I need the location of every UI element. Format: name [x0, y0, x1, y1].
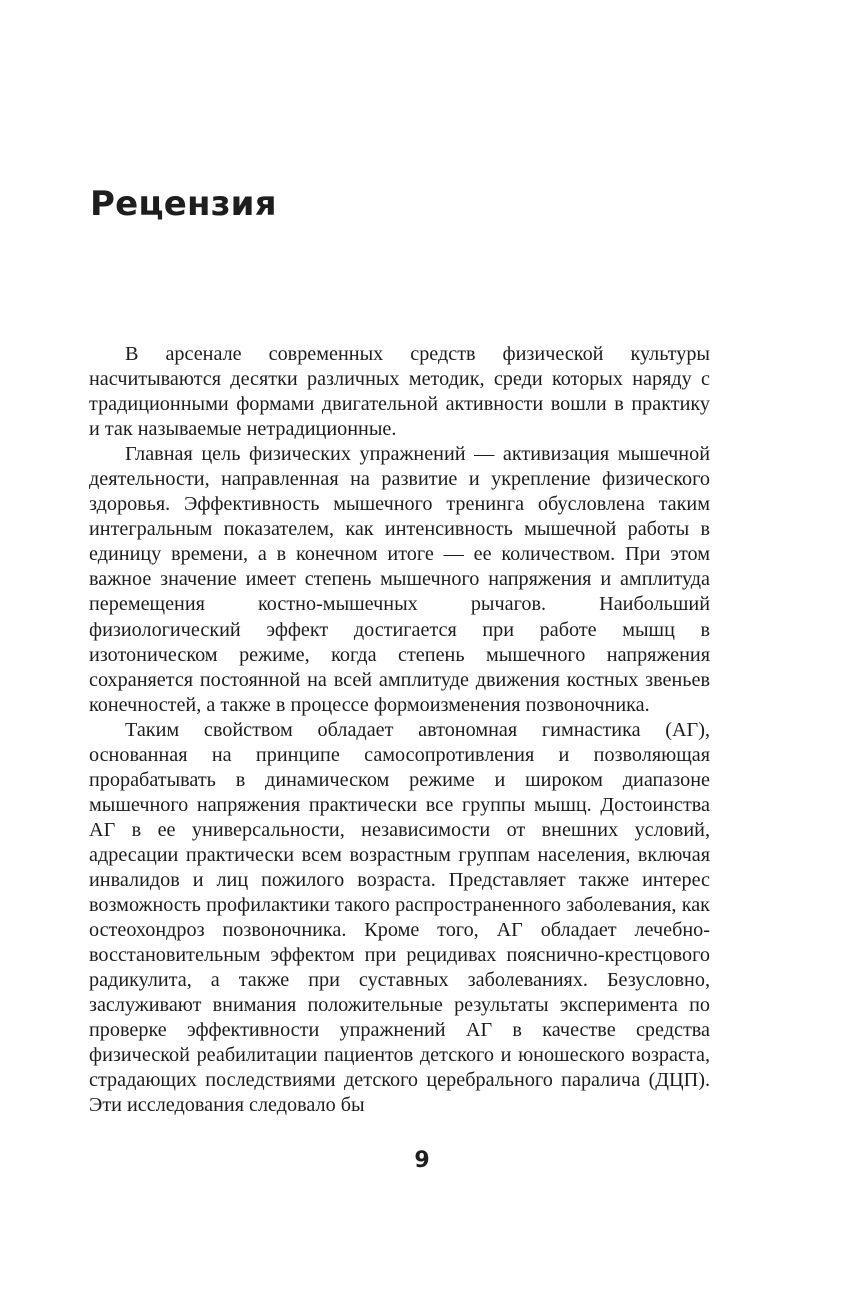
paragraph: В арсенале современных средств физической культуры насчитываются десятки различных методик, среди которых наряду с традиционными формами двигательной активности вошли в практику и так называемые нетрадиционные. [89, 343, 710, 441]
body-text [89, 342, 710, 1118]
paragraph: Таким свойством обладает автономная гимнастика (АГ), основанная на принципе самосопротивления и позволяющая прорабатывать в динамическом режиме и широком диапазоне мышечного напряжения практически все группы мышц. Достоинства АГ в ее универсальности, независимости от внешних условий, адресации практически всем возрастным группам населения, включая инвалидов и лиц пожилого возраста. Представляет также интерес возможность профилактики такого распространенного заболевания, как остеохондроз позвоночника. Кроме того, АГ обладает лечебно-восстановительным эффектом при рецидивах пояснично-крестцового радикулита, а также при суставных заболеваниях. Безусловно, заслуживают внимания положительные результаты эксперимента по проверке эффективности упражнений АГ в качестве средства физической реабилитации пациентов детского и юношеского возраста, страдающих последствиями детского церебрального паралича (ДЦП). Эти исследования следовало бы [89, 718, 710, 1117]
page-number: 9 [414, 1148, 430, 1173]
page-title: Рецензия [90, 184, 277, 224]
paragraph: Главная цель физических упражнений — активизация мышечной деятельности, направленная на развитие и укрепление физического здоровья. Эффективность мышечного тренинга обусловлена таким интегральным показателем, как интенсивность мышечной работы в единицу времени, а в конечном итоге — ее количеством. При этом важное значение имеет степень мышечного напряжения и амплитуда перемещения костно-мышечных рычагов. Наибольший физиологический эффект достигается при работе мышц в изотоническом режиме, когда степень мышечного напряжения сохраняется постоянной на всей амплитуде движения костных звеньев конечностей, а также в процессе формоизменения позвоночника. [89, 443, 710, 716]
